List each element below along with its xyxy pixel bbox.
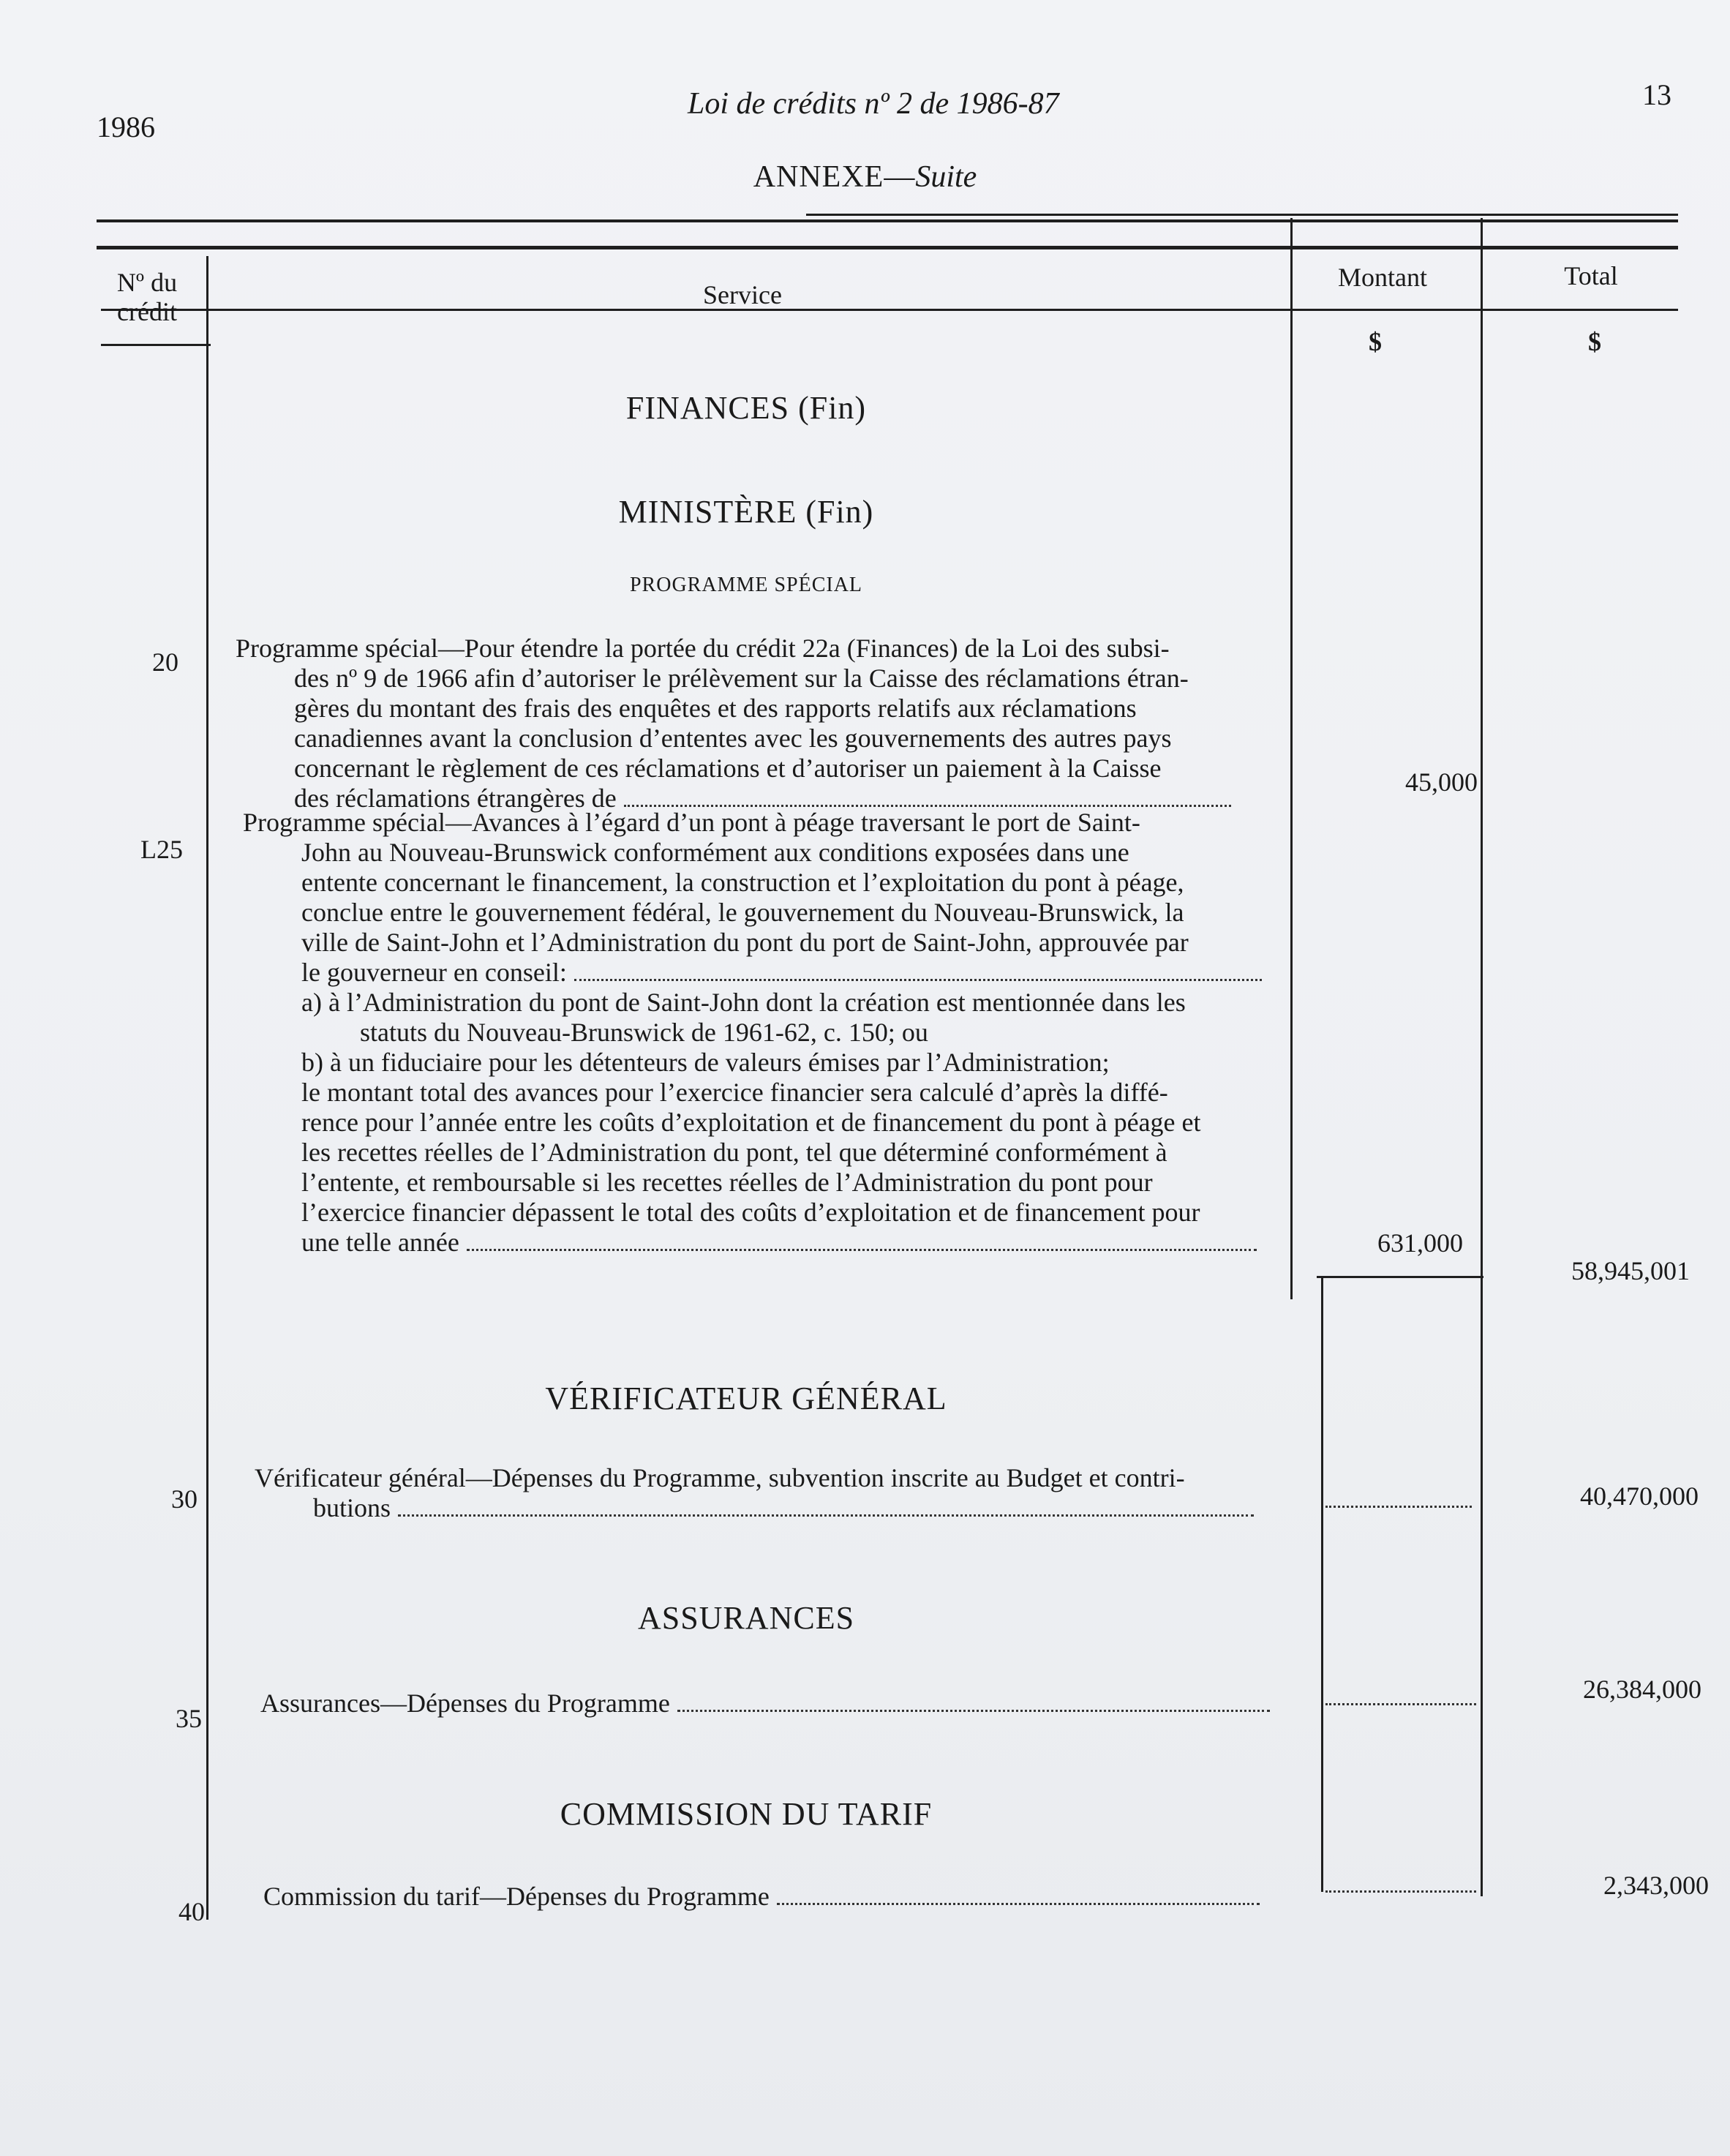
vote-L25-text <box>243 808 1296 1258</box>
vote-20-line-5: concernant le règlement de ces réclamations et d’autoriser un paiement à la Caisse <box>294 754 1162 783</box>
vote-30-total: 40,470,000 <box>1580 1481 1699 1511</box>
vote-20-line-1: Programme spécial—Pour étendre la portée du crédit 22a (Finances) de la Loi des subsi- <box>236 634 1170 663</box>
vote-35-line-1 <box>260 1689 1328 1719</box>
table-top-rule-3 <box>97 246 1678 249</box>
col-header-amount: Montant <box>1338 263 1427 292</box>
vote-30-line-1: Vérificateur général—Dépenses du Programme, subvention inscrite au Budget et contri- <box>255 1463 1185 1492</box>
leader-dots <box>777 1898 1260 1905</box>
vote-35-total-leader <box>1325 1693 1476 1705</box>
vote-L25-line-3: entente concernant le financement, la construction et l’exploitation du pont à péage, <box>301 868 1184 897</box>
leader-dots <box>574 974 1262 981</box>
vote-L25-line-9: b) à un fiduciaire pour les détenteurs de valeurs émises par l’Administration; <box>301 1048 1110 1077</box>
section-heading-verificateur: VÉRIFICATEUR GÉNÉRAL <box>545 1381 947 1416</box>
vote-L25-line-7: a) à l’Administration du pont de Saint-John dont la création est mentionnée dans les <box>301 988 1186 1017</box>
vote-L25-line-1: Programme spécial—Avances à l’égard d’un pont à péage traversant le port de Saint- <box>243 808 1140 837</box>
vote-L25-line-6 <box>243 958 1296 988</box>
vote-30-line-2-text: butions <box>313 1493 391 1522</box>
vote-L25-line-15-text: une telle année <box>301 1228 459 1257</box>
vote-20-line-3: gères du montant des frais des enquêtes et des rapports relatifs aux réclamations <box>294 694 1137 723</box>
col-header-vote <box>107 268 187 326</box>
col-header-service: Service <box>703 280 782 309</box>
amount-unit: $ <box>1369 327 1382 356</box>
vote-35-line-1-text: Assurances—Dépenses du Programme <box>260 1689 670 1718</box>
vote-number-20: 20 <box>152 647 178 677</box>
table-top-rule-1 <box>806 214 1678 216</box>
annexe-main: ANNEXE— <box>753 160 916 194</box>
table-header-bottom-rule <box>101 309 1678 311</box>
section-heading-programme-special: PROGRAMME SPÉCIAL <box>629 574 863 596</box>
vote-L25-line-2: John au Nouveau-Brunswick conformément aux conditions exposées dans une <box>301 838 1129 867</box>
leader-dots <box>398 1510 1254 1517</box>
vote-L25-line-5: ville de Saint-John et l’Administration du pont du port de Saint-John, approuvée par <box>301 928 1189 957</box>
vote-40-total: 2,343,000 <box>1603 1871 1709 1900</box>
section-heading-ministere: MINISTÈRE (Fin) <box>618 494 874 530</box>
vote-20-amount: 45,000 <box>1405 767 1478 797</box>
vote-L25-line-12: les recettes réelles de l’Administration du pont, tel que déterminé conformément à <box>301 1138 1167 1167</box>
vote-40-total-leader <box>1325 1880 1476 1893</box>
col-header-vote-line1: Nº du <box>116 268 178 297</box>
vote-35-text <box>260 1689 1328 1719</box>
vote-number-L25: L25 <box>140 835 183 864</box>
vote-L25-line-14: l’exercice financier dépassent le total des coûts d’exploitation et de financement pour <box>301 1198 1200 1227</box>
section-heading-assurances: ASSURANCES <box>637 1600 855 1636</box>
table-units-rule <box>101 344 211 346</box>
subtotal-rule <box>1317 1276 1483 1278</box>
vote-L25-line-11: rence pour l’année entre les coûts d’exploitation et de financement du pont à péage et <box>301 1108 1201 1137</box>
vote-L25-line-15 <box>243 1228 1296 1258</box>
vote-20-text <box>236 634 1289 814</box>
vote-30-line-2 <box>255 1493 1323 1523</box>
vote-20-line-6-text: des réclamations étrangères de <box>294 784 617 813</box>
finances-total: 58,945,001 <box>1571 1256 1690 1285</box>
col-header-total: Total <box>1564 261 1618 290</box>
annexe-suite: Suite <box>915 160 977 194</box>
page-number: 13 <box>1642 78 1671 111</box>
vote-35-total: 26,384,000 <box>1583 1675 1701 1704</box>
vote-L25-amount: 631,000 <box>1377 1228 1463 1258</box>
vote-L25-line-4: conclue entre le gouvernement fédéral, le gouvernement du Nouveau-Brunswick, la <box>301 898 1184 927</box>
vote-L25-line-10: le montant total des avances pour l’exercice financier sera calculé d’après la diffé- <box>301 1078 1168 1107</box>
vote-30-total-leader <box>1325 1495 1472 1508</box>
vote-20-line-2: des nº 9 de 1966 afin d’autoriser le prélèvement sur la Caisse des réclamations étran- <box>294 664 1189 693</box>
table-top-rule-2 <box>97 219 1678 222</box>
vote-L25-line-8: statuts du Nouveau-Brunswick de 1961-62, c. 150; ou <box>360 1018 928 1047</box>
header-title: Loi de crédits nº 2 de 1986-87 <box>688 87 1059 121</box>
vote-40-line-1-text: Commission du tarif—Dépenses du Programme <box>263 1882 770 1911</box>
vote-number-40: 40 <box>178 1897 205 1926</box>
col-header-vote-line2: crédit <box>117 297 177 326</box>
vote-40-line-1 <box>263 1882 1331 1912</box>
header-year: 1986 <box>97 110 155 143</box>
annexe-title <box>0 159 1730 195</box>
vote-number-35: 35 <box>176 1704 202 1733</box>
col-rule-service-lower <box>1321 1277 1323 1892</box>
vote-20-line-4: canadiennes avant la conclusion d’ententes avec les gouvernements des autres pays <box>294 724 1172 753</box>
col-rule-amount <box>1481 218 1483 1896</box>
vote-number-30: 30 <box>171 1484 198 1514</box>
total-unit: $ <box>1588 327 1601 356</box>
leader-dots <box>467 1244 1257 1251</box>
vote-40-text <box>263 1882 1331 1912</box>
vote-30-text <box>255 1463 1323 1523</box>
leader-dots <box>677 1705 1270 1712</box>
leader-dots <box>624 800 1231 807</box>
vote-L25-line-13: l’entente, et remboursable si les recettes réelles de l’Administration du pont pour <box>301 1168 1153 1197</box>
section-heading-finances: FINANCES (Fin) <box>625 390 867 426</box>
section-heading-commission: COMMISSION DU TARIF <box>560 1796 933 1832</box>
vote-L25-line-6-text: le gouverneur en conseil: <box>301 958 567 987</box>
